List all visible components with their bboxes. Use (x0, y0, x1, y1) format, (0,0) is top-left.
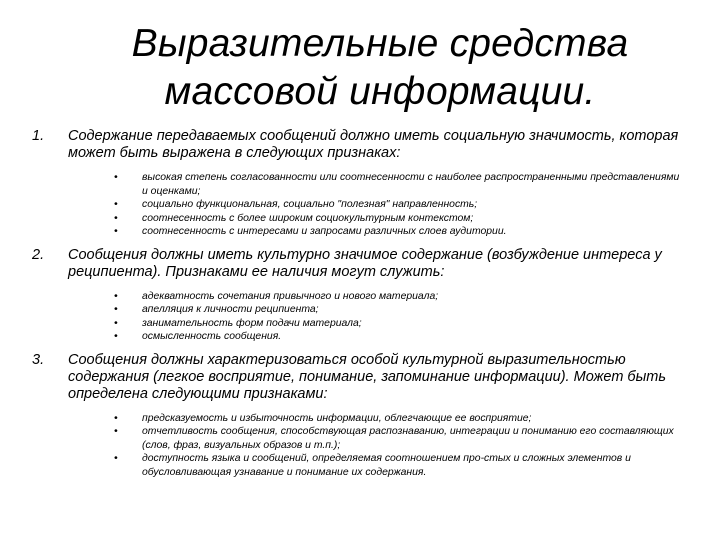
item-text: Сообщения должны иметь культурно значимое содержание (возбуждение интереса у реципиента). Признаками ее наличия могут служить: (68, 246, 662, 280)
bullet-item: • адекватность сочетания привычного и нового материала; (26, 290, 686, 304)
item-number: 1. (32, 128, 45, 144)
bullet-item: • доступность языка и сообщений, определяемая соотношением про-стых и сложных элементов и обусловливающая узнавание и понимание их содержания. (26, 452, 686, 479)
bullet-icon: • (114, 199, 118, 210)
bullet-icon: • (114, 331, 118, 342)
list-item-2 (26, 247, 686, 344)
bullet-item: • социально функциональная, социально "полезная" направленность; (26, 198, 686, 212)
bullet-icon: • (114, 304, 118, 315)
bullet-list (26, 290, 686, 344)
list-item-1 (26, 128, 686, 239)
bullet-list (26, 412, 686, 480)
item-text: Сообщения должны характеризоваться особой культурной выразительностью содержания (легкое восприятие, понимание, запоминание информации). Может быть определена следующими признаками: (68, 351, 666, 402)
bullet-item: • предсказуемость и избыточность информации, облегчающие ее восприятие; (26, 412, 686, 426)
bullet-icon: • (114, 317, 118, 329)
slide-title: Выразительные средства массовой информации. (131, 22, 629, 113)
item-number: 3. (32, 351, 45, 368)
bullet-item: • отчетливость сообщения, способствующая распознаванию, интеграции и пониманию его составляющих (слов, фраз, визуальных образов и т.п.); (26, 425, 686, 452)
bullet-item: • занимательность форм подачи материала; (26, 317, 686, 331)
bullet-icon: • (114, 426, 118, 437)
bullet-icon: • (114, 226, 118, 237)
bullet-item: • высокая степень согласованности или соотнесенности с наиболее распространенными представлениями и оценками; (26, 171, 686, 198)
bullet-list (26, 171, 686, 239)
numbered-list (26, 128, 686, 479)
bullet-item: • апелляция к личности реципиента; (26, 303, 686, 317)
list-item-3 (26, 352, 686, 480)
bullet-icon: • (114, 172, 118, 183)
bullet-item: • соотнесенность с более широким социокультурным контекстом; (26, 212, 686, 226)
bullet-icon: • (114, 290, 118, 302)
bullet-item: • соотнесенность с интересами и запросами различных слоев аудитории. (26, 225, 686, 239)
bullet-item: • осмысленность сообщения. (26, 330, 686, 344)
item-number: 2. (32, 246, 45, 263)
item-text: Содержание передаваемых сообщений должно иметь социальную значимость, которая может быть выражена в следующих признаках: (68, 128, 679, 161)
bullet-icon: • (114, 453, 118, 464)
bullet-icon: • (114, 212, 118, 224)
bullet-icon: • (114, 412, 118, 424)
